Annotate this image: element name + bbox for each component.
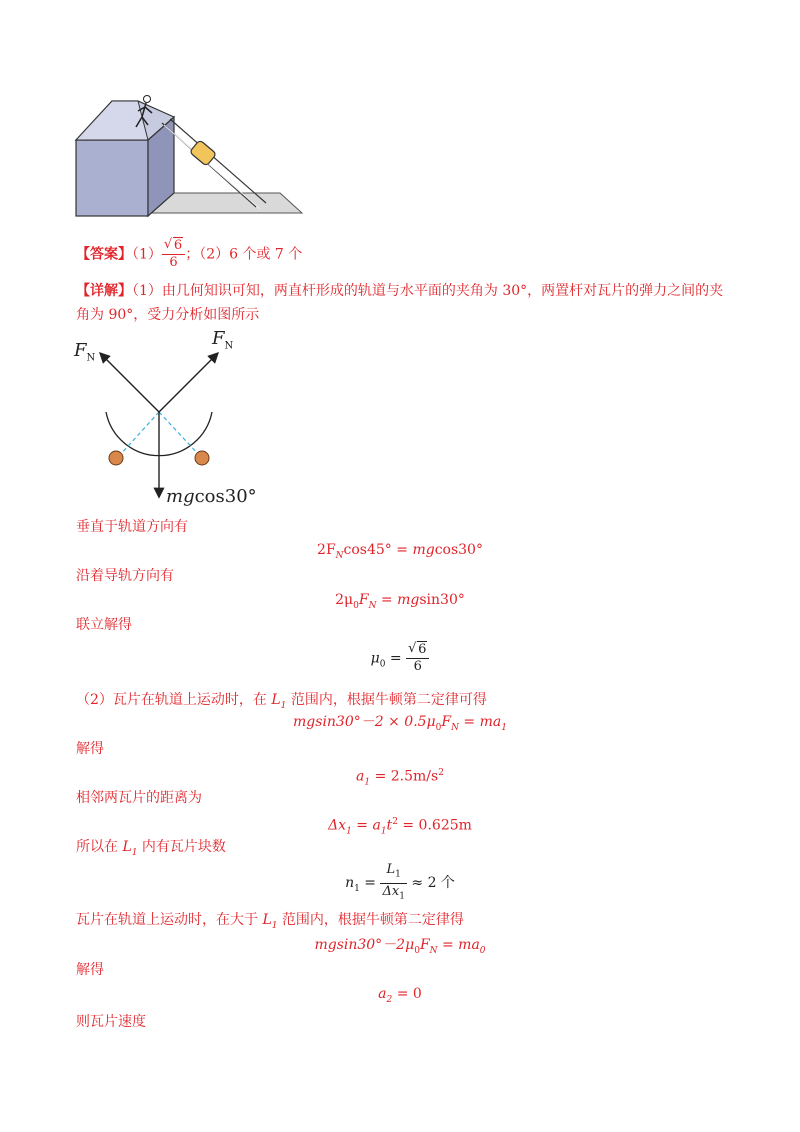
solve2-text: 解得 (76, 741, 104, 757)
count-text: 所以在 $L_1$ 内有瓦片块数 (76, 839, 226, 858)
equation-3: $mgsin30^\circ-2 \times 0.5\mu_0F_N = ma_1$ (293, 714, 507, 733)
answer-part1: （1） (132, 246, 162, 263)
equation-1: $2F_N\cos 45^\circ = mgcos30^\circ$ (317, 542, 483, 561)
along-text: 沿着导轨方向有 (76, 568, 174, 584)
answer-part2: ；（2）6 个或 7 个 (185, 246, 303, 263)
gravity-label: mgcos30° (166, 486, 257, 507)
detail-line-1 (76, 281, 723, 301)
final-text: 则瓦片速度 (76, 1014, 146, 1030)
equation-5: $\Delta x_1 = a_1t^2 = 0.625m$ (328, 817, 472, 837)
answer-label: 【答案】 (76, 246, 132, 263)
part2-text: （2）瓦片在轨道上运动时，在 $L_1$ 范围内，根据牛顿第二定律可得 (76, 692, 487, 711)
equation-6: $mgsin30^\circ-2\mu_0F_N = ma_0$ (314, 937, 486, 956)
detail-label: 【详解】 (76, 283, 132, 299)
part3-text: 瓦片在轨道上运动时，在大于 $L_1$ 范围内，根据牛顿第二定律得 (76, 912, 464, 931)
perp-text: 垂直于轨道方向有 (76, 519, 188, 535)
equation-4: $a_1 = 2.5m/s^2$ (356, 768, 444, 788)
equation-2: $2\mu_0F_N = mgsin30^\circ$ (335, 592, 465, 611)
left-rail-ball (109, 451, 123, 465)
equation-mu: $\mu_0$ = √ $\frac{6}{6}$ (0, 642, 800, 680)
detail-text-1: （1）由几何知识可知，两直杆形成的轨道与水平面的夹角为 30°，两置杆对瓦片的弹力之间的夹 (132, 283, 724, 299)
dist-text: 相邻两瓦片的距离为 (76, 790, 202, 806)
solve-text: 联立解得 (76, 617, 132, 633)
answer-frac-num: 6 (173, 238, 183, 253)
equation-n: $n_1$ = $\frac{L_1}{\Delta x_1}$ ≈ 2 个 (345, 862, 455, 902)
answer-fraction (162, 238, 185, 271)
fn-left-label: $F_N$ (74, 340, 96, 364)
detail-text-2: 角为 90°，受力分析如图所示 (76, 307, 260, 323)
solve3-text: 解得 (76, 962, 104, 978)
answer-line (76, 238, 302, 271)
detail-line-2 (76, 305, 259, 325)
equation-7: $a_2 = 0$ (378, 986, 422, 1005)
force-diagram (66, 330, 266, 510)
right-rail-ball (195, 451, 209, 465)
fn-right-label: $F_N$ (212, 328, 234, 352)
building-ramp-illustration (70, 95, 310, 225)
answer-frac-den: 6 (169, 255, 178, 270)
